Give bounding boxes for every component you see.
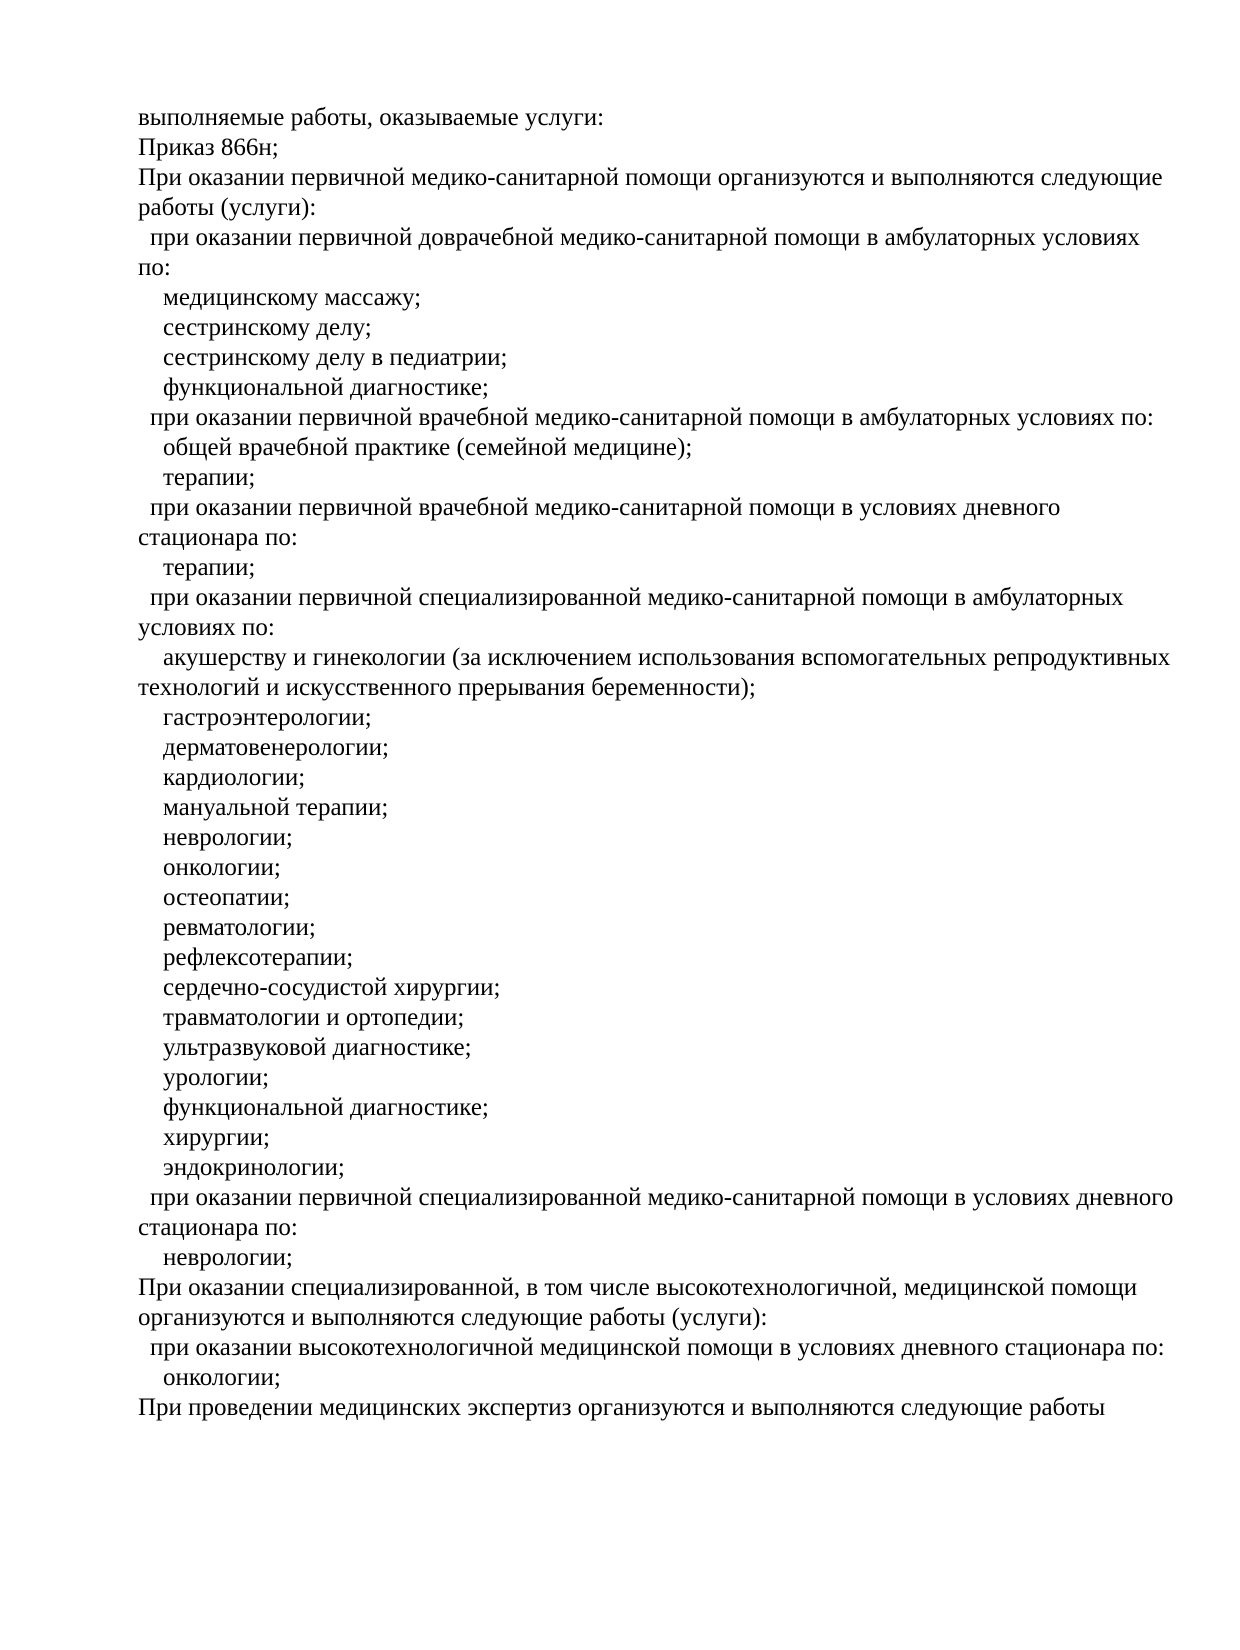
text-line: кардиологии; bbox=[163, 764, 306, 791]
text-line: эндокринологии; bbox=[163, 1154, 345, 1181]
text-line: дерматовенерологии; bbox=[163, 734, 389, 761]
text-line: при оказании первичной доврачебной медико-санитарной помощи в амбулаторных условиях bbox=[150, 224, 1140, 251]
text-line: сестринскому делу; bbox=[163, 314, 372, 341]
text-line: работы (услуги): bbox=[138, 194, 317, 221]
text-line: урологии; bbox=[163, 1064, 270, 1091]
text-line: онкологии; bbox=[163, 854, 281, 881]
text-line: акушерству и гинекологии (за исключением использования вспомогательных репродуктивных bbox=[163, 644, 1171, 671]
text-line: ультразвуковой диагностике; bbox=[163, 1034, 472, 1061]
text-line: сердечно-сосудистой хирургии; bbox=[163, 974, 501, 1001]
text-line: ревматологии; bbox=[163, 914, 316, 941]
text-line: терапии; bbox=[163, 554, 256, 581]
text-line: при оказании высокотехнологичной медицинской помощи в условиях дневного стационара по: bbox=[150, 1334, 1165, 1361]
text-line: сестринскому делу в педиатрии; bbox=[163, 344, 508, 371]
text-line: неврологии; bbox=[163, 1244, 293, 1271]
text-line: терапии; bbox=[163, 464, 256, 491]
text-line: травматологии и ортопедии; bbox=[163, 1004, 465, 1031]
text-line: онкологии; bbox=[163, 1364, 281, 1391]
text-line: гастроэнтерологии; bbox=[163, 704, 372, 731]
text-line: по: bbox=[138, 254, 171, 281]
text-line: При проведении медицинских экспертиз организуются и выполняются следующие работы bbox=[138, 1394, 1106, 1421]
text-line: при оказании первичной врачебной медико-санитарной помощи в амбулаторных условиях по: bbox=[150, 404, 1154, 431]
text-line: при оказании первичной специализированной медико-санитарной помощи в амбулаторных bbox=[150, 584, 1124, 611]
text-line: При оказании первичной медико-санитарной помощи организуются и выполняются следующие bbox=[138, 164, 1163, 191]
text-line: организуются и выполняются следующие работы (услуги): bbox=[138, 1304, 768, 1331]
text-line: технологий и искусственного прерывания беременности); bbox=[138, 674, 756, 701]
text-line: при оказании первичной специализированной медико-санитарной помощи в условиях дневного bbox=[150, 1184, 1174, 1211]
text-line: стационара по: bbox=[138, 1214, 298, 1241]
text-line: Приказ 866н; bbox=[138, 134, 279, 161]
text-line: мануальной терапии; bbox=[163, 794, 389, 821]
text-line: неврологии; bbox=[163, 824, 293, 851]
text-line: общей врачебной практике (семейной медицине); bbox=[163, 434, 693, 461]
text-line: медицинскому массажу; bbox=[163, 284, 422, 311]
text-line: функциональной диагностике; bbox=[163, 1094, 489, 1121]
text-line: хирургии; bbox=[163, 1124, 271, 1151]
text-line: функциональной диагностике; bbox=[163, 374, 489, 401]
text-line: при оказании первичной врачебной медико-санитарной помощи в условиях дневного bbox=[150, 494, 1061, 521]
text-line: рефлексотерапии; bbox=[163, 944, 354, 971]
text-line: условиях по: bbox=[138, 614, 275, 641]
text-line: стационара по: bbox=[138, 524, 298, 551]
document-text-block bbox=[138, 103, 1174, 1423]
text-line: выполняемые работы, оказываемые услуги: bbox=[138, 104, 605, 131]
text-line: При оказании специализированной, в том числе высокотехнологичной, медицинской помощи bbox=[138, 1274, 1138, 1301]
text-line: остеопатии; bbox=[163, 884, 291, 911]
